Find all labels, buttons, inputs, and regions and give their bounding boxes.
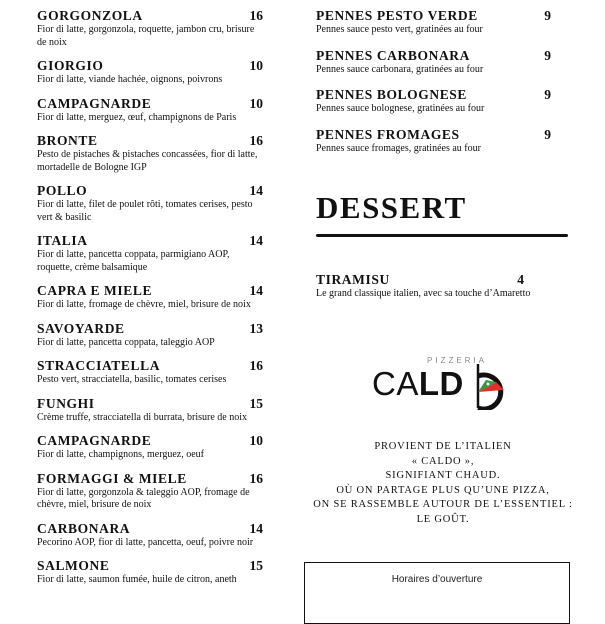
opening-hours-box xyxy=(304,562,570,624)
menu-item-name: SALMONE xyxy=(37,558,110,573)
menu-item-description: Fior di latte, champignons, merguez, oeuf xyxy=(37,449,204,460)
menu-item-price: 15 xyxy=(249,395,263,411)
menu-item-price: 16 xyxy=(249,358,263,373)
menu-item-name: TIRAMISU xyxy=(316,272,390,287)
logo-subtitle: PIZZERIA xyxy=(427,356,488,365)
menu-item-name: PENNES FROMAGES xyxy=(316,126,460,142)
menu-item xyxy=(37,321,263,350)
pizza-menu-list xyxy=(37,8,263,596)
origin-line: ON SE RASSEMBLE AUTOUR DE L’ESSENTIEL : xyxy=(313,499,573,510)
origin-line: PROVIENT DE L’ITALIEN xyxy=(374,441,512,452)
menu-item-name: CAPRA E MIELE xyxy=(37,283,153,298)
menu-item-price: 16 xyxy=(249,470,263,486)
opening-hours-title: Horaires d’ouverture xyxy=(391,574,483,585)
menu-item-description: Le grand classique italien, avec sa touche d’Amaretto xyxy=(316,288,531,299)
origin-line: LE GOÛT. xyxy=(416,513,470,525)
menu-item xyxy=(37,183,263,224)
menu-item-name: GIORGIO xyxy=(37,58,104,73)
menu-item-name: ITALIA xyxy=(37,233,88,248)
menu-item-name: STRACCIATELLA xyxy=(37,358,161,373)
menu-item-price: 10 xyxy=(249,95,263,111)
menu-item xyxy=(37,58,263,87)
menu-item xyxy=(37,283,263,312)
menu-item-description: Pennes sauce pesto vert, gratinées au four xyxy=(316,24,483,35)
logo-word-bold: LD xyxy=(418,365,464,402)
menu-item-name: POLLO xyxy=(37,183,88,198)
menu-item xyxy=(37,233,263,274)
menu-item xyxy=(37,521,263,550)
menu-item xyxy=(37,96,263,125)
menu-item-name: FUNGHI xyxy=(37,395,95,411)
menu-item-name: PENNES CARBONARA xyxy=(316,47,470,63)
menu-item-description: Fior di latte, gorgonzola, roquette, jambon cru, brisure de noix xyxy=(37,24,255,48)
origin-statement xyxy=(312,440,574,527)
caldo-logo xyxy=(372,352,514,412)
menu-item-price: 15 xyxy=(249,558,263,573)
origin-line: OÙ ON PARTAGE PLUS QU’UNE PIZZA, xyxy=(336,484,550,496)
menu-item xyxy=(37,8,263,49)
menu-item-price: 9 xyxy=(544,126,551,142)
menu-item-price: 10 xyxy=(249,58,263,73)
menu-item xyxy=(316,87,551,116)
origin-line: SIGNIFIANT CHAUD. xyxy=(385,470,501,481)
menu-item xyxy=(37,133,263,174)
logo-wordmark xyxy=(372,366,464,402)
origin-line: « CALDO », xyxy=(411,455,475,467)
menu-item-price: 14 xyxy=(249,233,263,248)
menu-item xyxy=(316,8,551,37)
menu-item-description: Fior di latte, pancetta coppata, parmigiano AOP, roquette, crème balsamique xyxy=(37,249,230,273)
menu-item-price: 16 xyxy=(249,133,263,148)
menu-item-name: CARBONARA xyxy=(37,520,131,536)
menu-item-price: 9 xyxy=(544,87,551,102)
menu-item-price: 13 xyxy=(249,320,263,336)
dessert-item xyxy=(316,272,531,301)
menu-item-price: 14 xyxy=(249,283,263,298)
menu-item-name: CAMPAGNARDE xyxy=(37,95,152,111)
menu-item-name: PENNES BOLOGNESE xyxy=(316,87,468,102)
menu-item-price: 9 xyxy=(544,8,551,23)
menu-item-description: Fior di latte, filet de poulet rôti, tomates cerises, pesto vert & basilic xyxy=(37,199,253,223)
menu-item-description: Fior di latte, viande hachée, oignons, poivrons xyxy=(37,74,223,85)
pasta-menu-list xyxy=(316,8,551,166)
pizza-slice-icon xyxy=(474,364,514,410)
menu-item-description: Pesto vert, stracciatella, basilic, tomates cerises xyxy=(37,374,227,385)
dessert-divider xyxy=(316,234,568,237)
menu-item xyxy=(37,433,263,462)
menu-item-price: 10 xyxy=(249,433,263,448)
menu-item-description: Pennes sauce fromages, gratinées au four xyxy=(316,142,481,154)
logo-word-light: CA xyxy=(372,365,419,402)
menu-item-description: Fior di latte, merguez, œuf, champignons de Paris xyxy=(37,111,237,123)
menu-item-description: Fior di latte, gorgonzola & taleggio AOP, fromage de chèvre, miel, brisure de noix xyxy=(37,486,250,510)
menu-item-price: 4 xyxy=(517,272,524,287)
menu-item xyxy=(316,48,551,77)
menu-item-name: BRONTE xyxy=(37,133,98,148)
menu-item-description: Pennes sauce bolognese, gratinées au four xyxy=(316,103,485,114)
menu-item xyxy=(37,471,263,512)
menu-item-price: 9 xyxy=(544,47,551,63)
menu-item-description: Pecorino AOP, fior di latte, pancetta, oeuf, poivre noir xyxy=(37,536,254,548)
menu-item-name: FORMAGGI & MIELE xyxy=(37,470,187,486)
menu-item-name: PENNES PESTO VERDE xyxy=(316,8,478,23)
menu-item-name: GORGONZOLA xyxy=(37,8,143,23)
menu-item-name: SAVOYARDE xyxy=(37,320,125,336)
menu-item-description: Fior di latte, saumon fumée, huile de citron, aneth xyxy=(37,574,237,585)
menu-item-description: Crème truffe, stracciatella di burrata, brisure de noix xyxy=(37,411,248,423)
menu-item-description: Fior di latte, fromage de chèvre, miel, brisure de noix xyxy=(37,299,251,310)
menu-item xyxy=(37,358,263,387)
menu-item-name: CAMPAGNARDE xyxy=(37,433,152,448)
menu-item-price: 16 xyxy=(249,8,263,23)
menu-item-description: Pesto de pistaches & pistaches concassées, fior di latte, mortadelle de Bologne IGP xyxy=(37,149,258,173)
menu-item-price: 14 xyxy=(249,183,263,198)
menu-item xyxy=(37,558,263,587)
menu-item xyxy=(316,127,551,156)
menu-item-description: Fior di latte, pancetta coppata, taleggio AOP xyxy=(37,336,215,348)
menu-item-price: 14 xyxy=(249,520,263,536)
menu-item xyxy=(37,396,263,425)
menu-item-description: Pennes sauce carbonara, gratinées au four xyxy=(316,63,484,75)
dessert-heading: DESSERT xyxy=(316,190,467,225)
